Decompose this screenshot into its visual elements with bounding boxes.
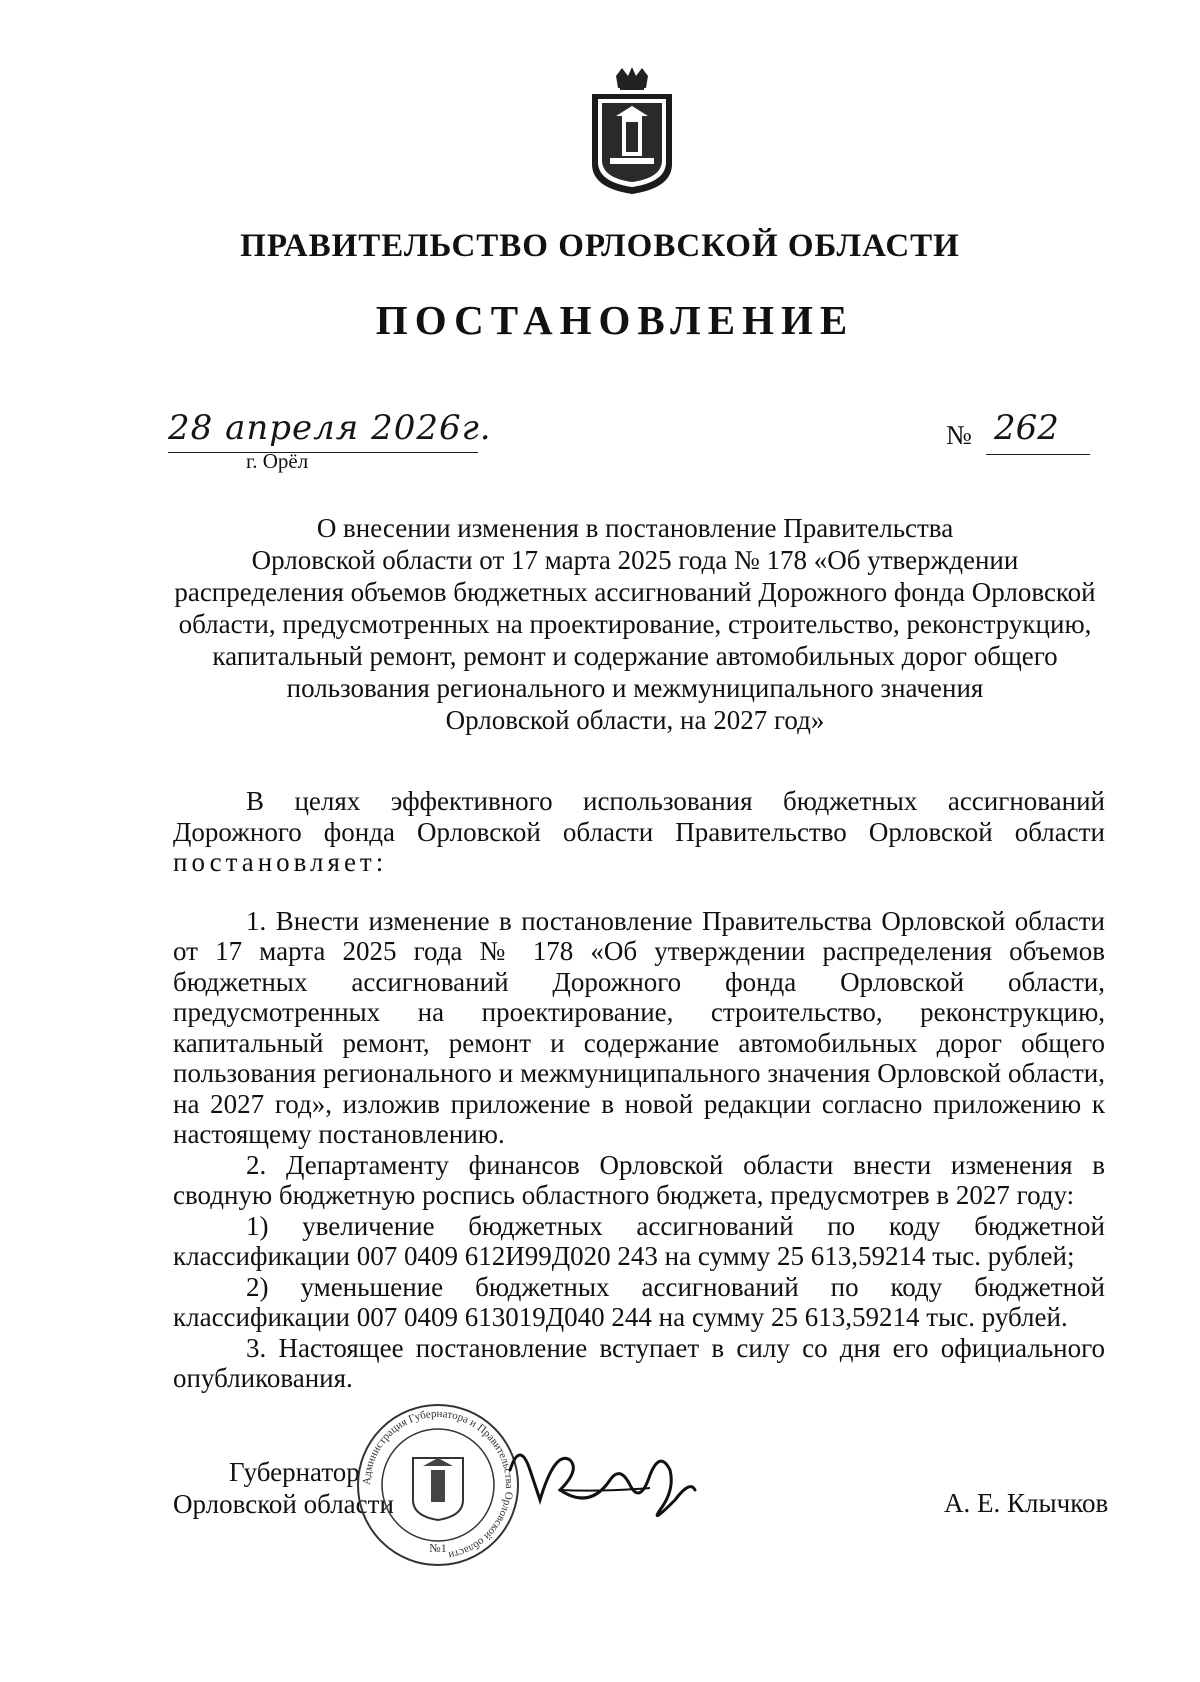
preamble-verb: постановляет: xyxy=(173,847,388,877)
title-line: Орловской области от 17 марта 2025 года № 178 «Об утверждении xyxy=(251,545,1019,575)
title-line: пользования регионального и межмуниципального значения xyxy=(286,673,984,703)
title-line: капитальный ремонт, ремонт и содержание автомобильных дорог общего xyxy=(212,641,1058,671)
preamble-text: В целях эффективного использования бюджетных ассигнований Дорожного фонда Орловской области Правительство Орловской области xyxy=(173,786,1105,847)
handwritten-signature xyxy=(500,1430,700,1540)
date-underline xyxy=(168,452,478,453)
title-line: распределения объемов бюджетных ассигнований Дорожного фонда Орловской xyxy=(174,577,1096,607)
title-line: Орловской области, на 2027 год» xyxy=(445,705,825,735)
coat-of-arms-emblem xyxy=(586,66,678,196)
svg-text:№1: №1 xyxy=(429,1541,447,1555)
item-3-paragraph: 3. Настоящее постановление вступает в силу со дня его официального опубликования. xyxy=(173,1332,1105,1393)
document-title xyxy=(170,512,1100,736)
position-line-1: Губернатор xyxy=(229,1457,360,1487)
svg-text:Администрация Губернатора и Пр: Администрация Губернатора и Правительства Орловской области xyxy=(360,1407,516,1562)
position-line-2: Орловской области xyxy=(173,1489,394,1519)
handwritten-number: 262 xyxy=(994,408,1059,448)
item-2-paragraph: 2. Департаменту финансов Орловской области внести изменения в сводную бюджетную роспись областного бюджета, предусмотрев в 2027 году: xyxy=(173,1149,1105,1210)
item-2-2-paragraph: 2) уменьшение бюджетных ассигнований по коду бюджетной классификации 007 0409 613019Д040 244 на сумму 25 613,59214 тыс. рублей. xyxy=(173,1271,1105,1332)
item-1-paragraph: 1. Внести изменение в постановление Правительства Орловской области от 17 марта 2025 года № 178 «Об утверждении распределения объемов бюджетных ассигнований Дорожного фонда Орловской области, предусмотренных на проектирование, строительство, реконструкцию, капитальный ремонт, ремонт и содержание автомобильных дорог общего пользования регионального и межмуниципального значения Орловской области, на 2027 год», изложив приложение в новой редакции согласно приложению к настоящему постановлению. xyxy=(173,905,1105,1149)
handwritten-date: 28 апреля 2026г. xyxy=(168,408,492,448)
official-seal-stamp xyxy=(353,1400,523,1570)
item-2-1-paragraph: 1) увеличение бюджетных ассигнований по коду бюджетной классификации 007 0409 612И99Д020 243 на сумму 25 613,59214 тыс. рублей; xyxy=(173,1210,1105,1271)
document-type-heading: ПОСТАНОВЛЕНИЕ xyxy=(375,297,855,343)
organization-heading: ПРАВИТЕЛЬСТВО ОРЛОВСКОЙ ОБЛАСТИ xyxy=(240,228,960,264)
preamble-paragraph xyxy=(173,786,1105,878)
title-line: области, предусмотренных на проектирование, строительство, реконструкцию, xyxy=(178,609,1092,639)
city-label: г. Орёл xyxy=(246,449,309,473)
document-body xyxy=(173,786,1105,1394)
number-label: № xyxy=(946,420,972,450)
number-underline xyxy=(986,454,1090,455)
title-line: О внесении изменения в постановление Правительства xyxy=(316,513,954,543)
signer-name: А. Е. Клычков xyxy=(944,1488,1109,1518)
